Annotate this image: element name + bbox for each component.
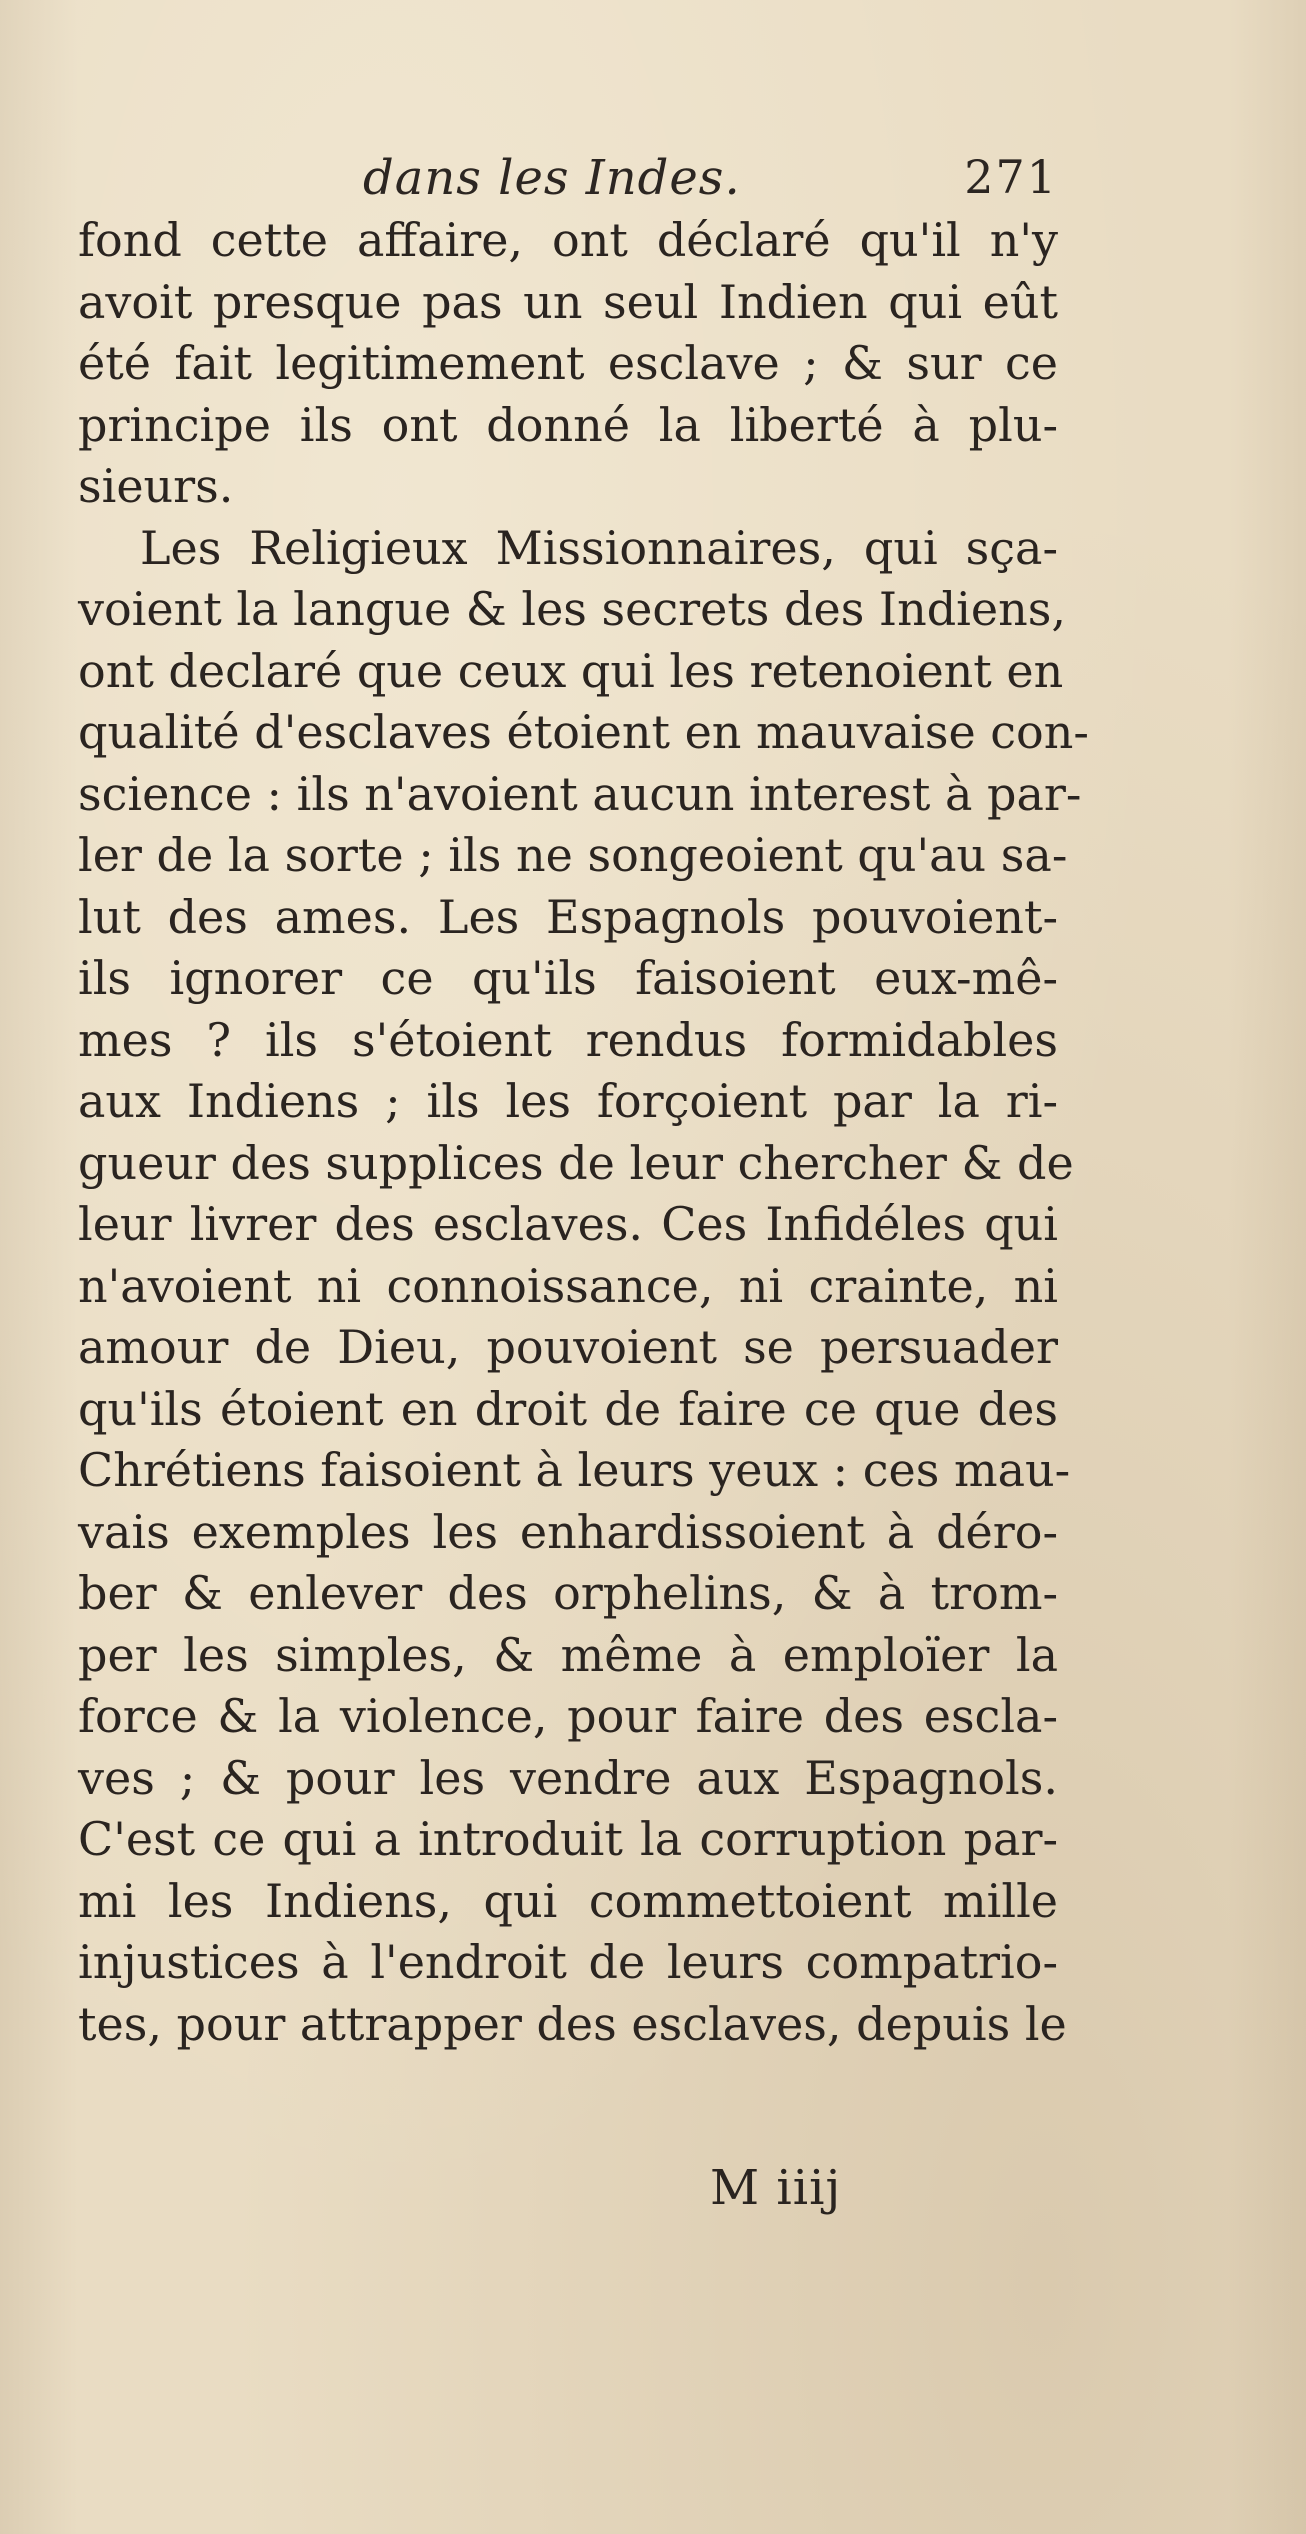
text-line: fond cette affaire, ont déclaré qu'il n'y — [78, 213, 1058, 267]
text-line: ler de la sorte ; ils ne songeoient qu'au sa- — [78, 828, 1068, 882]
text-line: qu'ils étoient en droit de faire ce que des — [78, 1381, 1058, 1436]
text-line: avoit presque pas un seul Indien qui eût — [78, 274, 1058, 329]
body-text — [78, 210, 1089, 2055]
text-line: aux Indiens ; ils les forçoient par la ri- — [78, 1074, 1058, 1128]
text-line: été fait legitimement esclave ; & sur ce — [78, 336, 1058, 390]
text-line: sieurs. — [78, 459, 234, 513]
text-line: ils ignorer ce qu'ils faisoient eux-mê- — [78, 951, 1058, 1005]
text-line: mi les Indiens, qui commettoient mille — [78, 1873, 1058, 1928]
text-line: principe ils ont donné la liberté à plu- — [78, 397, 1058, 452]
text-line: qualité d'esclaves étoient en mauvaise con- — [78, 705, 1089, 759]
running-title: dans les Indes. — [363, 150, 741, 206]
text-line: force & la violence, pour faire des escla- — [78, 1689, 1058, 1743]
catchword-signature: M iiij — [710, 2160, 842, 2216]
running-head — [78, 150, 1058, 210]
text-line: injustices à l'endroit de leurs compatrio- — [78, 1935, 1058, 1989]
text-line: Les Religieux Missionnaires, qui sça- — [140, 520, 1058, 575]
text-line: ber & enlever des orphelins, & à trom- — [78, 1566, 1058, 1620]
text-line: tes, pour attrapper des esclaves, depuis le — [78, 1996, 1067, 2051]
text-line: mes ? ils s'étoient rendus formidables — [78, 1012, 1058, 1067]
text-line: Chrétiens faisoient à leurs yeux : ces mau- — [78, 1443, 1071, 1497]
text-line: science : ils n'avoient aucun interest à par- — [78, 766, 1082, 821]
text-line: leur livrer des esclaves. Ces Infidéles qui — [78, 1197, 1058, 1251]
text-line: C'est ce qui a introduit la corruption par- — [78, 1812, 1058, 1866]
text-line: ves ; & pour les vendre aux Espagnols. — [78, 1750, 1058, 1805]
text-line: voient la langue & les secrets des Indiens, — [78, 582, 1066, 636]
text-line: ont declaré que ceux qui les retenoient en — [78, 643, 1064, 698]
text-line: per les simples, & même à emploïer la — [78, 1627, 1058, 1682]
text-line: n'avoient ni connoissance, ni crainte, ni — [78, 1258, 1058, 1313]
text-line: vais exemples les enhardissoient à déro- — [78, 1504, 1058, 1559]
page-number: 271 — [964, 150, 1058, 204]
text-line: amour de Dieu, pouvoient se persuader — [78, 1320, 1058, 1374]
text-line: lut des ames. Les Espagnols pouvoient- — [78, 889, 1058, 944]
text-line: gueur des supplices de leur chercher & de — [78, 1135, 1074, 1190]
